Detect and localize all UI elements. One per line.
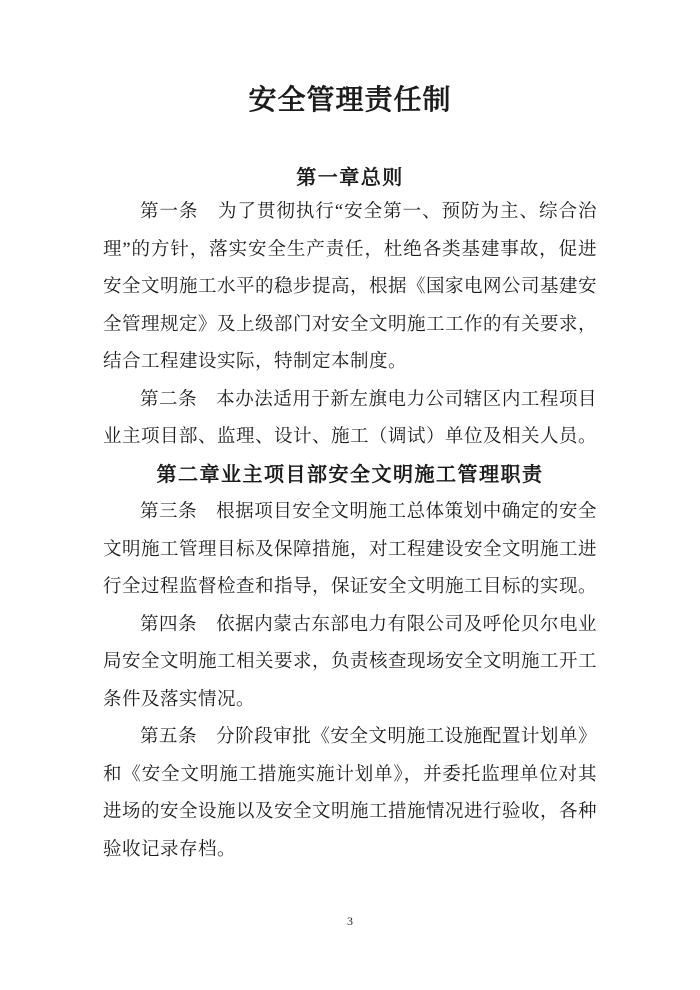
document-title: 安全管理责任制 [248, 85, 452, 116]
document-content [103, 0, 597, 869]
paragraph-article-5: 第五条 分阶段审批《安全文明施工设施配置计划单》和《安全文明施工措施实施计划单》，并委托监理单位对其进场的安全设施以及安全文明施工措施情况进行验收，各种验收记录存档。 [103, 727, 598, 860]
paragraph-article-2: 第二条 本办法适用于新左旗电力公司辖区内工程项目业主项目部、监理、设计、施工（调试）单位及相关人员。 [103, 389, 598, 447]
chapter-1-heading: 第一章总则 [296, 167, 404, 189]
paragraph-article-1: 第一条 为了贯彻执行“安全第一、预防为主、综合治理”的方针，落实安全生产责任，杜绝各类基建事故，促进安全文明施工水平的稳步提高，根据《国家电网公司基建安全管理规定》及上级部门对安全文明施工工作的有关要求，结合工程建设实际，特制定本制度。 [103, 202, 598, 372]
page-number: 3 [347, 914, 353, 928]
paragraph-article-3: 第三条 根据项目安全文明施工总体策划中确定的安全文明施工管理目标及保障措施，对工程建设安全文明施工进行全过程监督检查和指导，保证安全文明施工目标的实现。 [103, 502, 598, 597]
chapter-2-heading: 第二章业主项目部安全文明施工管理职责 [156, 463, 544, 486]
paragraph-article-4: 第四条 依据内蒙古东部电力有限公司及呼伦贝尔电业局安全文明施工相关要求，负责核查现场安全文明施工开工条件及落实情况。 [103, 614, 598, 710]
